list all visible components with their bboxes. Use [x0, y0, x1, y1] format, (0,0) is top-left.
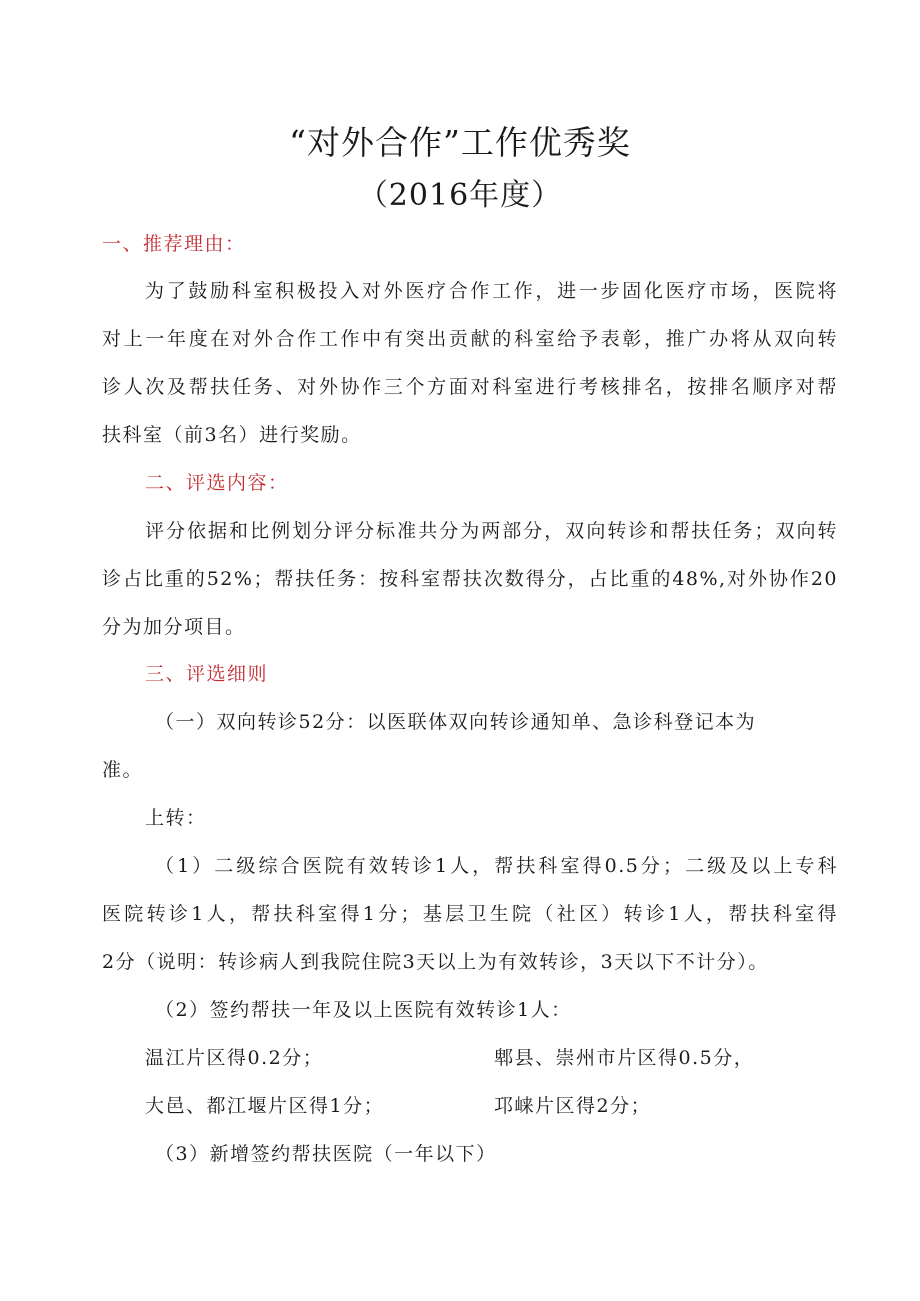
up-transfer-label: 上转： [145, 807, 207, 829]
area-score: 大邑、都江堰片区得1分； [145, 1095, 385, 1117]
paragraph-line: （2）签约帮扶一年及以上医院有效转诊1人： [155, 999, 572, 1021]
area-score: 郫县、崇州市片区得0.5分， [494, 1047, 755, 1069]
area-score: 邛崃片区得2分； [494, 1095, 652, 1117]
paragraph-line: 扶科室（前3名）进行奖励。 [102, 424, 362, 446]
area-score: 温江片区得0.2分； [145, 1047, 324, 1069]
document-title: “对外合作”工作优秀奖 [289, 123, 631, 162]
paragraph-line: 医院转诊1人，帮扶科室得1分；基层卫生院（社区）转诊1人，帮扶科室得 [102, 903, 838, 925]
paragraph-line: 对上一年度在对外合作工作中有突出贡献的科室给予表彰，推广办将从双向转 [102, 328, 838, 350]
paragraph-line: 准。 [102, 759, 144, 781]
paragraph-line: 分为加分项目。 [102, 616, 246, 638]
paragraph-line: （1）二级综合医院有效转诊1人，帮扶科室得0.5分；二级及以上专科 [155, 855, 838, 877]
paragraph-line: 2分（说明：转诊病人到我院住院3天以上为有效转诊，3天以下不计分）。 [102, 951, 769, 973]
paragraph-line: 诊占比重的52%；帮扶任务：按科室帮扶次数得分，占比重的48%,对外协作20 [102, 568, 838, 590]
paragraph-line: 诊人次及帮扶任务、对外协作三个方面对科室进行考核排名，按排名顺序对帮 [102, 376, 838, 398]
paragraph-line: （3）新增签约帮扶医院（一年以下） [155, 1143, 497, 1165]
paragraph-line: 评分依据和比例划分评分标准共分为两部分，双向转诊和帮扶任务；双向转 [145, 520, 838, 542]
paragraph-line: 为了鼓励科室积极投入对外医疗合作工作，进一步固化医疗市场，医院将 [145, 280, 838, 302]
section-heading-rules: 三、评选细则 [145, 663, 269, 685]
section-heading-reason: 一、推荐理由： [102, 233, 246, 255]
section-heading-content: 二、评选内容： [145, 472, 289, 494]
paragraph-line: （一）双向转诊52分：以医联体双向转诊通知单、急诊科登记本为 [155, 711, 757, 733]
document-year: （2016年度） [357, 178, 563, 213]
